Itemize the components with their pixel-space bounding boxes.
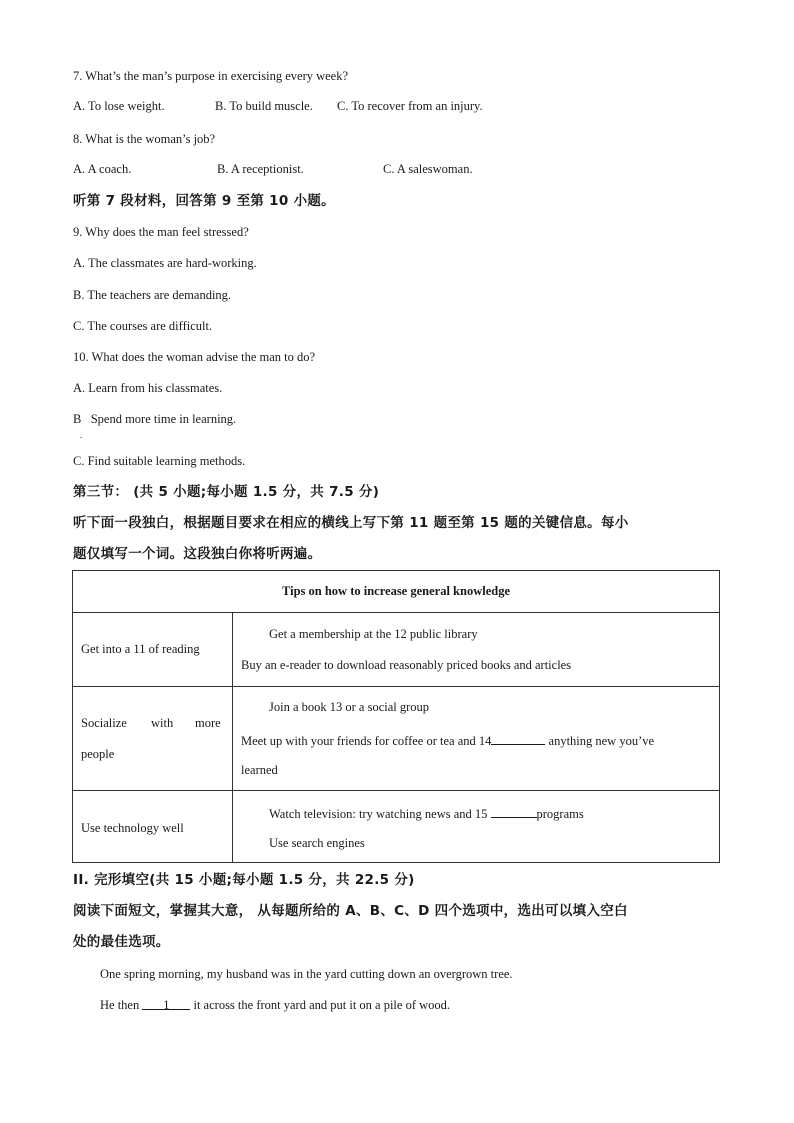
question-9: 9. Why does the man feel stressed? [73, 225, 249, 239]
q9-option-a: A. The classmates are hard-working. [73, 256, 257, 270]
row-2-detail-2 [241, 732, 654, 749]
cloze-blank-1[interactable] [142, 997, 190, 1010]
cloze-instruction-line-2: 处的最佳选项。 [73, 934, 170, 950]
table-header-row [73, 571, 719, 613]
row-1-detail-2: Buy an e-reader to download reasonably priced books and articles [241, 658, 572, 672]
table-cell-left [73, 687, 233, 790]
row-2-detail-1: Join a book 13 or a social group [269, 700, 430, 714]
q8-option-c: C. A saleswoman. [383, 162, 473, 176]
row-3-detail-1 [269, 805, 584, 822]
table-row [73, 687, 719, 791]
cloze-heading: II. 完形填空(共 15 小题;每小题 1.5 分，共 22.5 分) [73, 872, 415, 888]
table-row [73, 791, 719, 862]
row-2-tip-word-1: Socialize [81, 716, 127, 730]
row-2-detail-3: learned [241, 763, 278, 777]
table-cell-left [73, 791, 233, 862]
q10-option-c: C. Find suitable learning methods. [73, 454, 246, 468]
q7-option-b: B. To build muscle. [215, 99, 313, 113]
cloze-paragraph-1: One spring morning, my husband was in the yard cutting down an overgrown tree. [100, 967, 513, 981]
row-3-detail-2: Use search engines [269, 836, 365, 850]
row-1-detail-1: Get a membership at the 12 public library [269, 627, 478, 641]
q8-option-a: A. A coach. [73, 162, 132, 176]
q8-option-b: B. A receptionist. [217, 162, 304, 176]
answer-blank-15[interactable] [491, 805, 537, 818]
q10-option-a: A. Learn from his classmates. [73, 381, 223, 395]
q9-option-c: C. The courses are difficult. [73, 319, 213, 333]
cloze-para-2-post: it across the front yard and put it on a pile of wood. [190, 998, 451, 1012]
row-2-detail-2-post: anything new you’ve [545, 734, 655, 748]
q7-option-c: C. To recover from an injury. [337, 99, 483, 113]
cloze-paragraph-2 [100, 997, 450, 1013]
row-2-tip-word-2: with [151, 716, 174, 730]
row-2-tip-word-3: more [195, 716, 221, 730]
row-3-tip: Use technology well [81, 821, 184, 835]
section-3-instruction-line-2: 题仅填写一个词。这段独白你将听两遍。 [73, 546, 322, 562]
row-2-tip-line-2: people [81, 747, 115, 761]
question-10: 10. What does the woman advise the man to do? [73, 350, 316, 364]
table-cell-left [73, 613, 233, 686]
passage-7-instruction: 听第 7 段材料，回答第 9 至第 10 小题。 [73, 193, 335, 209]
stray-mark: . [80, 430, 83, 440]
table-row [73, 613, 719, 687]
q7-option-a: A. To lose weight. [73, 99, 165, 113]
q9-option-b: B. The teachers are demanding. [73, 288, 232, 302]
tips-table [72, 570, 720, 863]
cloze-instruction-line-1: 阅读下面短文，掌握其大意， 从每题所给的 A、B、C、D 四个选项中，选出可以填入空白 [73, 903, 628, 919]
section-3-instruction-line-1: 听下面一段独白，根据题目要求在相应的横线上写下第 11 题至第 15 题的关键信息。每小 [73, 515, 629, 531]
question-7: 7. What’s the man’s purpose in exercising every week? [73, 69, 349, 83]
cloze-para-2-pre: He then [100, 998, 143, 1012]
table-title: Tips on how to increase general knowledge [281, 584, 511, 598]
question-8: 8. What is the woman’s job? [73, 132, 216, 146]
q10-option-b: B Spend more time in learning. [73, 412, 237, 426]
cloze-blank-1-number: 1 [163, 998, 170, 1012]
row-2-detail-2-pre: Meet up with your friends for coffee or tea and 14 [241, 734, 492, 748]
section-3-heading: 第三节： (共 5 小题;每小题 1.5 分，共 7.5 分) [73, 484, 380, 500]
row-3-detail-1-pre: Watch television: try watching news and 15 [269, 807, 491, 821]
row-1-tip: Get into a 11 of reading [81, 642, 200, 656]
answer-blank-14[interactable] [491, 732, 545, 745]
row-3-detail-1-post: programs [536, 807, 584, 821]
